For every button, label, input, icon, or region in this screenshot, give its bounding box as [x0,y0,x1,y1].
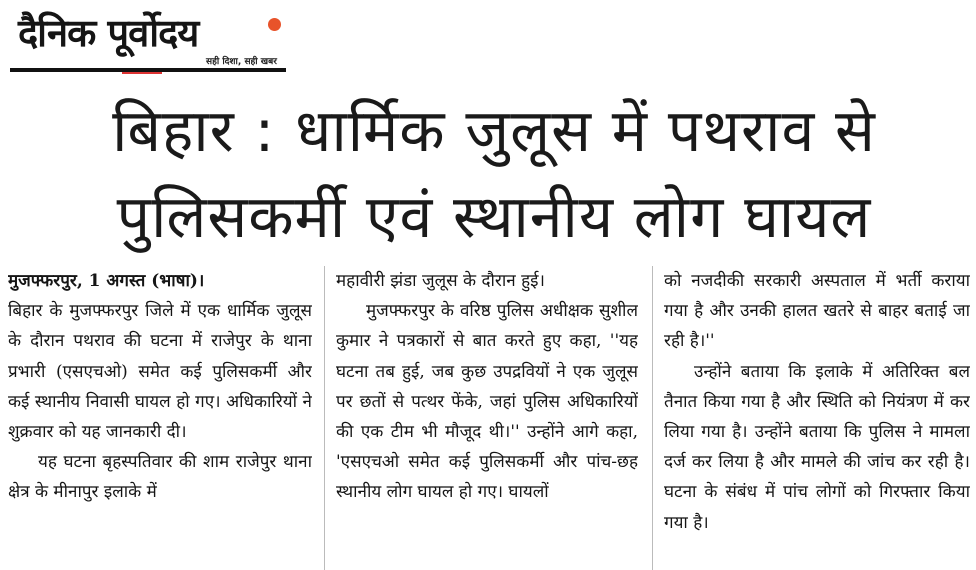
column-divider [652,266,653,570]
article-paragraph: बिहार के मुजफ्फरपुर जिले में एक धार्मिक जुलूस के दौरान पथराव की घटना में राजेपुर के थाना प्रभारी (एसएचओ) समेत कई पुलिसकर्मी और कई स्थानीय निवासी घायल हो गए। अधिकारियों ने शुक्रवार को यह जानकारी दी। [8,301,312,443]
masthead-accent-rule [122,72,162,74]
masthead [10,8,286,74]
article-column-3 [664,266,970,570]
logo-dot-icon [268,18,281,31]
article-paragraph: महावीरी झंडा जुलूस के दौरान हुई। [336,271,545,291]
newspaper-logo: दैनिक पूर्वोदय [18,11,199,55]
article-paragraph: उन्होंने बताया कि इलाके में अतिरिक्त बल तैनात किया गया है और स्थिति को नियंत्रण में कर लिया गया है। उन्होंने बताया कि पुलिस ने मामला दर्ज कर लिया है और मामले की जांच कर रही है। घटना के संबंध में पांच लोगों को गिरफ्तार किया गया है। [664,361,970,533]
column-divider [324,266,325,570]
article-column-2 [336,266,638,570]
article-paragraph: को नजदीकी सरकारी अस्पताल में भर्ती कराया गया है और उनकी हालत खतरे से बाहर बताई जा रही है।'' [664,271,970,352]
newspaper-tagline: सही दिशा, सही खबर [206,57,277,67]
article-headline: बिहार : धार्मिक जुलूस में पथराव से पुलिसकर्मी एवं स्थानीय लोग घायल [112,96,876,251]
article-column-1 [8,266,312,570]
article-paragraph: यह घटना बृहस्पतिवार की शाम राजेपुर थाना क्षेत्र के मीनापुर इलाके में [8,452,312,503]
article-dateline: मुजफ्फरपुर, 1 अगस्त (भाषा)। [8,271,205,291]
article-paragraph: मुजफ्फरपुर के वरिष्ठ पुलिस अधीक्षक सुशील कुमार ने पत्रकारों से बात करते हुए कहा, ''यह घटना तब हुई, जब कुछ उपद्रवियों ने एक जुलूस पर छतों से पत्थर फेंके, जहां पुलिस अधिकारियों की एक टीम भी मौजूद थी।'' उन्होंने आगे कहा, 'एसएचओ समेत कई पुलिसकर्मी और पांच-छह स्थानीय लोग घायल हो गए। घायलों [336,301,638,503]
